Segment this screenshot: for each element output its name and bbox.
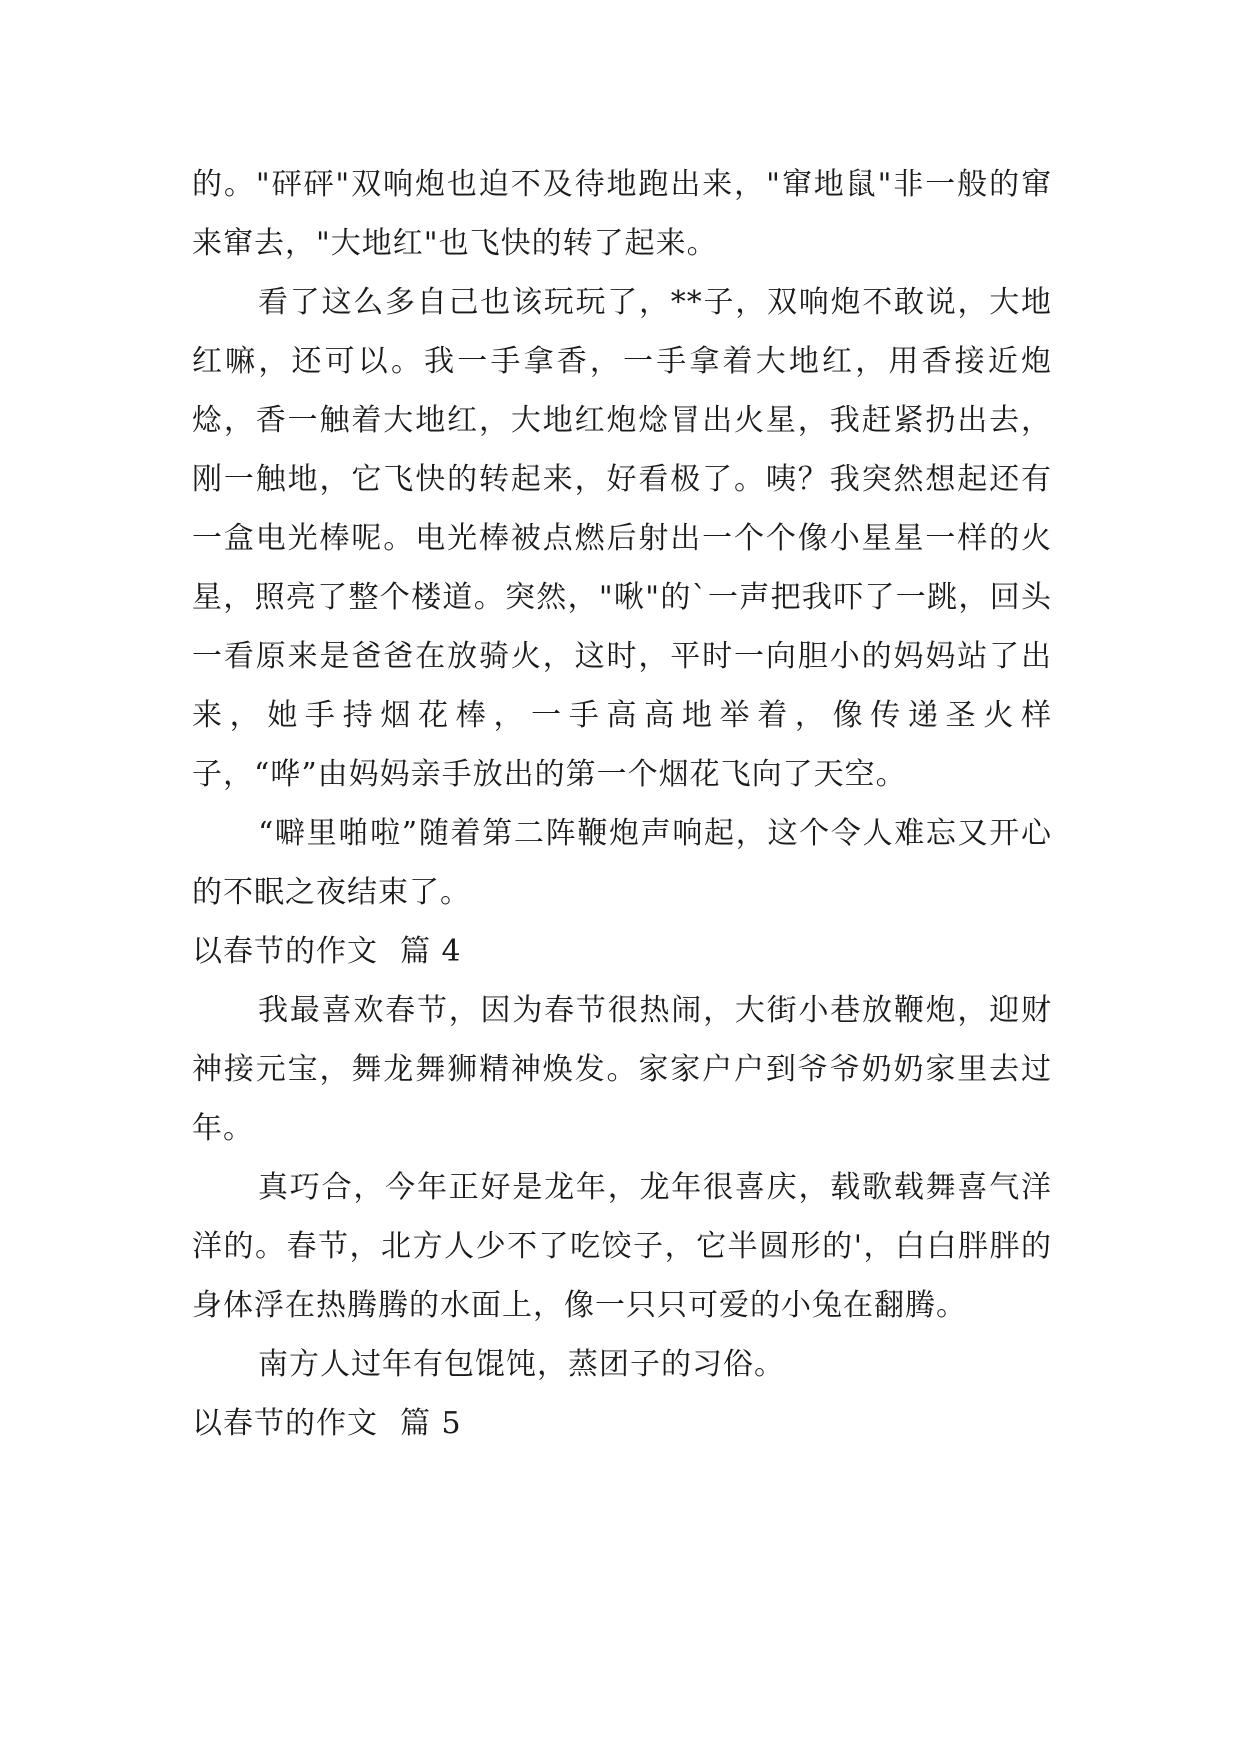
document-body: [192, 155, 1052, 1453]
section-heading-4: [192, 922, 1052, 981]
section-heading-number: 篇 4: [400, 934, 462, 969]
paragraph-fireworks: 看了这么多自己也该玩玩了，**子，双响炮不敢说，大地红嘛，还可以。我一手拿香，一手拿着大地红，用香接近炮焾，香一触着大地红，大地红炮焾冒出火星，我赶紧扔出去，刚一触地，它飞快的转起来，好看极了。咦？我突然想起还有一盒电光棒呢。电光棒被点燃后射出一个个像小星星一样的火星，照亮了整个楼道。突然，"啾"的`一声把我吓了一跳，回头一看原来是爸爸在放骑火，这时，平时一向胆小的妈妈站了出来，她手持烟花棒，一手高高地举着，像传递圣火样子，“哗”由妈妈亲手放出的第一个烟花飞向了天空。: [192, 285, 1052, 792]
paragraph-south-customs: 南方人过年有包馄饨，蒸团子的习俗。: [258, 1347, 785, 1382]
section-heading-5: [192, 1394, 1052, 1453]
paragraph-ending: “噼里啪啦”随着第二阵鞭炮声响起，这个令人难忘又开心的不眠之夜结束了。: [192, 816, 1052, 910]
paragraph-dumplings: 真巧合，今年正好是龙年，龙年很喜庆，载歌载舞喜气洋洋的。春节，北方人少不了吃饺子，它半圆形的'，白白胖胖的身体浮在热腾腾的水面上，像一只只可爱的小兔在翻腾。: [192, 1170, 1052, 1323]
section-heading-number: 篇 5: [400, 1406, 462, 1441]
section-heading-title: 以春节的作文: [192, 934, 378, 969]
paragraph-continuation: 的。"砰砰"双响炮也迫不及待地跑出来，"窜地鼠"非一般的窜来窜去，"大地红"也飞快的转了起来。: [192, 167, 1052, 261]
section-heading-title: 以春节的作文: [192, 1406, 378, 1441]
paragraph-favorite-festival: 我最喜欢春节，因为春节很热闹，大街小巷放鞭炮，迎财神接元宝，舞龙舞狮精神焕发。家家户户到爷爷奶奶家里去过年。: [192, 993, 1052, 1146]
